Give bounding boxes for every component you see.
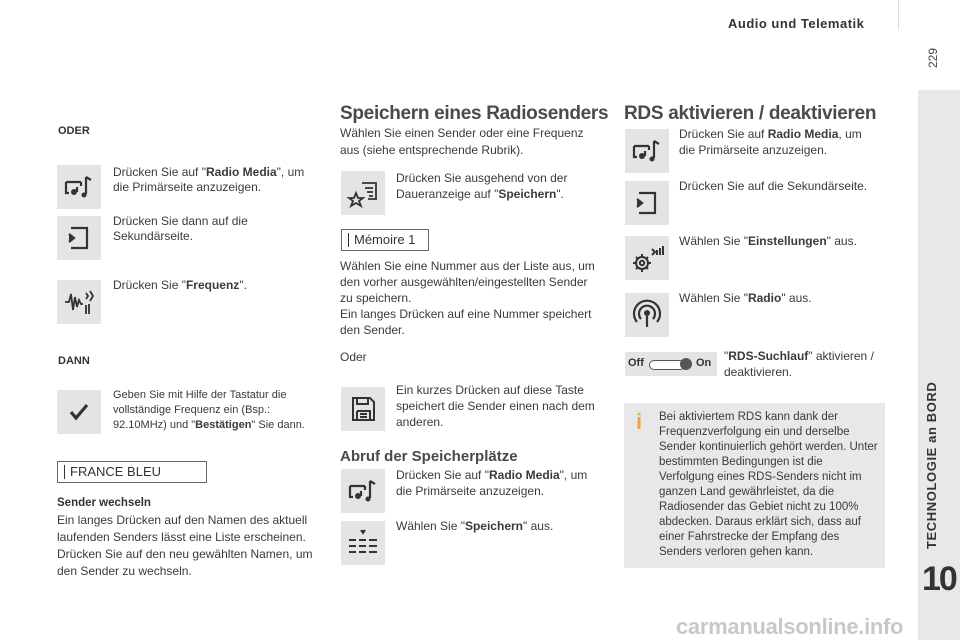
toggle-knob [680,358,692,370]
store-list-text: Wählen Sie eine Nummer aus der Liste aus, um den vorher ausgewählten/eingestellten Sender zu speichern. [340,259,595,305]
rds-step4-text: Wählen Sie "Radio" aus. [679,291,812,305]
rds-step1-text: Drücken Sie auf Radio Media, um die Primärseite anzuzeigen. [679,127,862,157]
store-longpress-text: Ein langes Drücken auf eine Nummer speichert den Sender. [340,307,592,337]
header-section: Audio und Telematik [728,16,865,31]
chapter-number: 10 [922,560,956,598]
watermark: carmanualsonline.info [676,614,904,639]
settings-gear-icon [625,236,669,280]
chapter-title: TECHNOLOGIE an BORD [924,381,939,549]
store-intro-text: Wählen Sie einen Sender oder eine Frequenz aus (siehe entsprechende Rubrik). [340,126,584,157]
page-number: 229 [926,47,940,68]
rds-step2-text: Drücken Sie auf die Sekundärseite. [679,179,868,193]
info-icon: i [636,409,643,434]
recall-presets-title: Abruf der Speicherplätze [340,448,518,465]
save-disk-icon [341,387,385,431]
recall-step2-text: Wählen Sie "Speichern" aus. [396,519,554,533]
store-step1-text: Drücken Sie ausgehend von der Daueranzeige auf "Speichern". [396,171,568,201]
store-step2-text: Ein kurzes Drücken auf diese Taste speichert die Sender einen nach dem anderen. [396,383,595,429]
col1-step2-text: Drücken Sie dann auf die Sekundärseite. [113,214,248,243]
station-name-tag[interactable]: FRANCE BLEU [57,461,207,483]
radio-antenna-icon [625,293,669,337]
frequency-icon [57,280,101,324]
dann-label: DANN [58,355,90,367]
change-station-text: Ein langes Drücken auf den Namen des aktuell laufenden Senders lässt eine Liste erscheinen. Drücken Sie auf den neu gewählten Namen, um den Sender zu wechseln. [57,513,313,578]
rds-title: RDS aktivieren / deaktivieren [624,103,877,124]
toggle-off-label: Off [628,357,644,369]
memory-slot-tag[interactable]: Mémoire 1 [341,229,429,251]
header-accent-line [898,0,899,30]
store-oder-text: Oder [340,350,367,364]
save-favorite-icon [341,171,385,215]
col1-step1-text: Drücken Sie auf "Radio Media", um die Primärseite anzuzeigen. [113,165,305,194]
secondary-page-icon [625,181,669,225]
col1-step4-text: Geben Sie mit Hilfe der Tastatur die vollständige Frequenz ein (Bsp.: 92.10MHz) und "Bestätigen" Sie dann. [113,389,305,431]
radio-media-icon [625,129,669,173]
info-box [624,403,885,568]
info-text: Bei aktiviertem RDS kann dank der Frequenzverfolgung ein und derselbe Sender kontinuierlich gehört werden. Unter bestimmten Bedingungen ist die Verfolgung eines RDS-Senders nicht im ganzen Land gewährleistet, da die Radiosender das Gebiet nicht zu 100% abdecken. Daraus erklärt sich, dass auf einer Fahrstrecke der Empfang des Senders verloren gehen kann. [659,411,878,558]
toggle-on-label: On [696,357,712,369]
radio-media-icon [341,469,385,513]
preset-list-icon [341,521,385,565]
oder-label: ODER [58,125,90,137]
recall-step1-text: Drücken Sie auf "Radio Media", um die Primärseite anzuzeigen. [396,468,588,498]
rds-toggle[interactable] [625,352,717,376]
rds-step3-text: Wählen Sie "Einstellungen" aus. [679,234,857,248]
rds-step5-text: "RDS-Suchlauf" aktivieren / deaktivieren. [724,349,874,379]
store-station-title: Speichern eines Radiosenders [340,103,609,124]
radio-media-icon [57,165,101,209]
col1-step3-text: Drücken Sie "Frequenz". [113,278,247,292]
secondary-page-icon [57,216,101,260]
change-station-title: Sender wechseln [57,497,151,509]
confirm-check-icon [57,390,101,434]
